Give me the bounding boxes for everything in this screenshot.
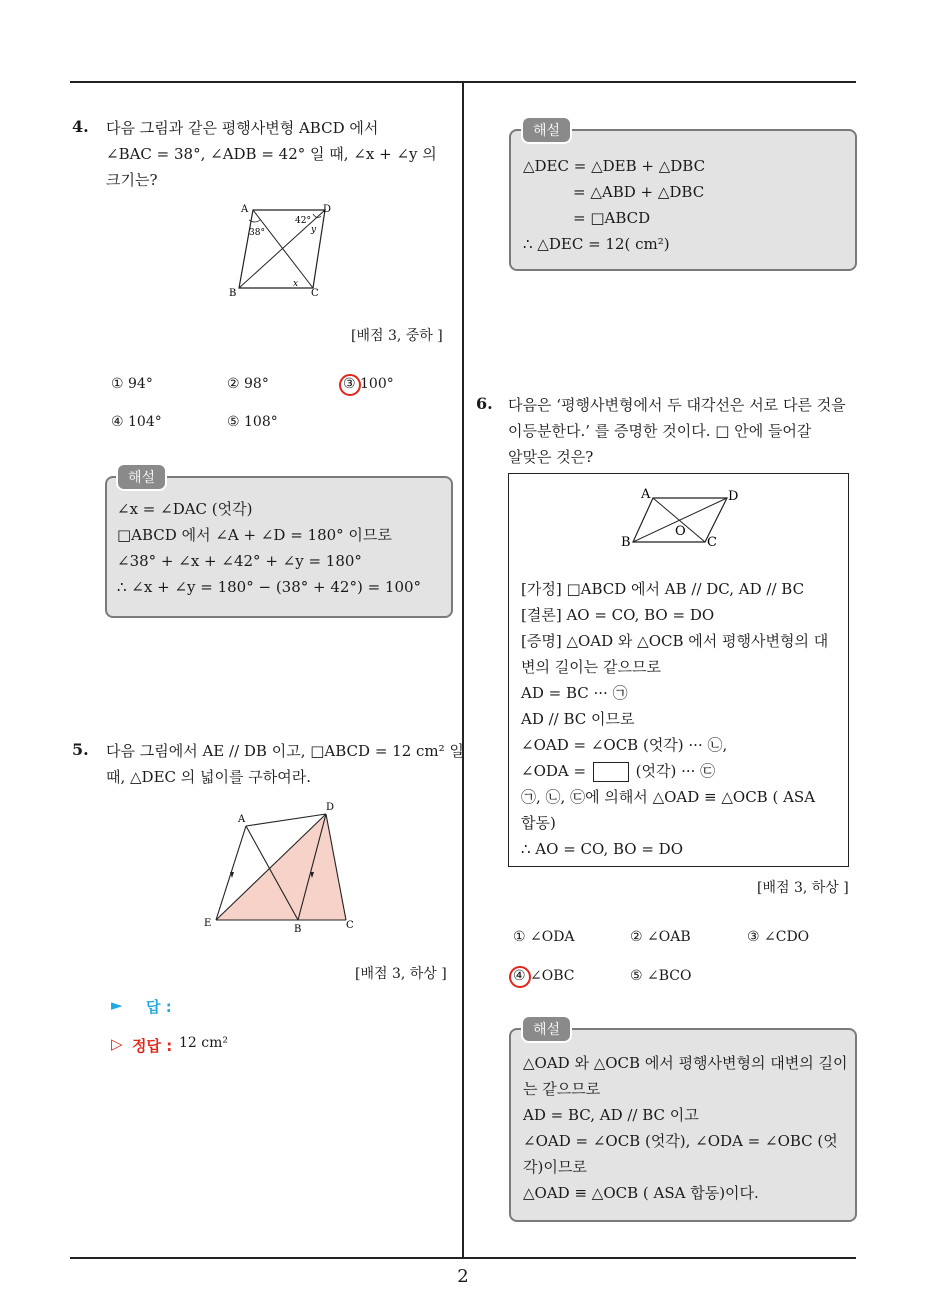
- q6-explanation-line: △OAD ≡ △OCB ( ASA 합동)이다.: [523, 1184, 759, 1202]
- q5-answer-label: 답 :: [146, 998, 172, 1016]
- q6-text-line: 다음은 ‘평행사변형에서 두 대각선은 서로 다른 것을: [508, 396, 846, 414]
- q5-explanation-text: [523, 153, 705, 257]
- q5-correct-value: 12 cm²: [179, 1035, 228, 1051]
- q4-label-d: D: [323, 204, 332, 215]
- q5-triangle-dec-fill: [216, 814, 346, 920]
- q5-label-e: E: [204, 918, 212, 929]
- q4-number: 4.: [72, 117, 89, 136]
- q6-proof-line: [증명] △OAD 와 △OCB 에서 평행사변형의 대: [521, 632, 829, 650]
- q5-text: [106, 738, 464, 790]
- q4-text-line: 다음 그림과 같은 평행사변형 ABCD 에서: [106, 119, 379, 137]
- q6-choice-3[interactable]: ③ ∠CDO: [747, 929, 810, 945]
- q5-label-c: C: [346, 920, 354, 931]
- q6-explanation-tag: 해설: [521, 1015, 572, 1043]
- q6-proof-line: 변의 길이는 같으므로: [521, 658, 661, 676]
- q4-choice-5[interactable]: ⑤ 108°: [227, 414, 278, 430]
- q6-proof-line: ∠OAD = ∠OCB (엇각) ··· ㉡,: [521, 736, 728, 754]
- q4-angle-x: x: [293, 279, 299, 289]
- q6-explanation-box: [509, 1028, 857, 1222]
- q6-score: [배점 3, 하상 ]: [757, 880, 849, 896]
- q4-choice-3[interactable]: ③ 100°: [343, 376, 394, 392]
- q5-explanation-tag: 해설: [521, 116, 572, 144]
- q6-proof-box: [508, 473, 849, 867]
- q5-triangle-figure: [200, 800, 360, 935]
- q4-text: [106, 115, 437, 193]
- q4-label-b: B: [229, 288, 237, 299]
- q4-text-line: ∠BAC = 38°, ∠ADB = 42° 일 때, ∠x + ∠y 의: [106, 145, 437, 163]
- q5-label-d: D: [326, 802, 335, 813]
- page-number: 2: [457, 1266, 469, 1287]
- q6-blank-box: [593, 762, 629, 782]
- q4-angle-38: 38°: [249, 228, 265, 238]
- q6-proof-conclusion: [결론] AO = CO, BO = DO: [521, 606, 715, 624]
- q6-proof-given: [가정] □ABCD 에서 AB // DC, AD // BC: [521, 580, 805, 598]
- q4-angle-y: y: [311, 225, 317, 235]
- q4-text-line: 크기는?: [106, 171, 158, 189]
- q5-text-line: 때, △DEC 의 넓이를 구하여라.: [106, 768, 312, 786]
- q6-proof-line: ∴ AO = CO, BO = DO: [521, 840, 684, 858]
- q6-proof-line6-post: (엇각) ··· ㉢: [635, 762, 716, 780]
- q6-proof-line: 합동): [521, 814, 556, 832]
- q4-explanation-line: ∴ ∠x + ∠y = 180° − (38° + 42°) = 100°: [117, 578, 422, 596]
- q6-proof-text: [521, 576, 828, 862]
- q6-choice-2[interactable]: ② ∠OAB: [630, 929, 691, 945]
- q4-explanation-line: ∠x = ∠DAC (엇각): [117, 500, 253, 518]
- q5-explanation-line: = □ABCD: [573, 209, 651, 227]
- column-divider: [462, 82, 464, 1258]
- q6-text: [508, 392, 846, 470]
- q4-explanation-line: ∠38° + ∠x + ∠42° + ∠y = 180°: [117, 552, 362, 570]
- q5-number: 5.: [72, 740, 89, 759]
- q5-label-a: A: [238, 814, 246, 825]
- q4-answer-mark-icon: [339, 374, 361, 396]
- q6-choice-4[interactable]: ④ ∠OBC: [513, 968, 575, 984]
- q6-number: 6.: [476, 394, 493, 413]
- q5-score: [배점 3, 하상 ]: [355, 966, 447, 982]
- q6-explanation-line: AD = BC, AD // BC 이고: [523, 1106, 699, 1124]
- q5-answer-arrow-icon: ►: [111, 996, 123, 1014]
- q5-explanation-line: △DEC = △DEB + △DBC: [523, 157, 706, 175]
- q4-parallelogram-figure: [225, 198, 345, 302]
- q4-choice-1[interactable]: ① 94°: [111, 376, 153, 392]
- q6-proof-line: AD = BC ··· ㉠: [521, 684, 628, 702]
- q4-label-c: C: [311, 288, 319, 299]
- q4-explanation-line: □ABCD 에서 ∠A + ∠D = 180° 이므로: [117, 526, 392, 544]
- q6-proof-line: AD // BC 이므로: [521, 710, 635, 728]
- q6-explanation-line: ∠OAD = ∠OCB (엇각), ∠ODA = ∠OBC (엇: [523, 1132, 838, 1150]
- q6-label-b: B: [621, 535, 631, 550]
- q6-answer-mark-icon: [509, 966, 531, 988]
- q5-explanation-box: [509, 129, 857, 271]
- bottom-rule: [70, 1257, 856, 1259]
- q6-explanation-line: △OAD 와 △OCB 에서 평행사변형의 대변의 길이: [523, 1054, 848, 1072]
- q6-label-d: D: [728, 489, 739, 504]
- q4-explanation-tag: 해설: [116, 463, 167, 491]
- q6-text-line: 이등분한다.’ 를 증명한 것이다. □ 안에 들어갈: [508, 422, 812, 440]
- q4-angle-42: 42°: [295, 216, 311, 226]
- q6-parallelogram-figure: [619, 484, 749, 554]
- q5-explanation-line: = △ABD + △DBC: [573, 183, 705, 201]
- q5-text-line: 다음 그림에서 AE // DB 이고, □ABCD = 12 cm² 일: [106, 742, 464, 760]
- q6-explanation-line: 각)이므로: [523, 1158, 587, 1176]
- q4-choice-4[interactable]: ④ 104°: [111, 414, 162, 430]
- q6-choice-1[interactable]: ① ∠ODA: [513, 929, 575, 945]
- q5-correct-label: 정답 :: [132, 1037, 173, 1055]
- q4-label-a: A: [241, 204, 249, 215]
- q6-explanation-line: 는 같으므로: [523, 1080, 601, 1098]
- q6-explanation-text: [523, 1050, 848, 1206]
- q6-label-c: C: [707, 535, 717, 550]
- q5-segment-ad: [246, 814, 326, 826]
- q6-choice-5[interactable]: ⑤ ∠BCO: [630, 968, 692, 984]
- q6-label-a: A: [641, 487, 651, 502]
- q6-text-line: 알맞은 것은?: [508, 448, 594, 466]
- q5-correct-arrow-icon: ▷: [111, 1035, 123, 1053]
- q4-score: [배점 3, 중하 ]: [351, 328, 443, 344]
- q5-label-b: B: [294, 924, 302, 935]
- q5-explanation-line: ∴ △DEC = 12( cm²): [523, 235, 670, 253]
- q6-label-o: O: [675, 524, 686, 539]
- q6-proof-line-blank: [521, 758, 828, 784]
- q4-explanation-box: [105, 476, 453, 618]
- q4-explanation-text: [117, 496, 421, 600]
- q6-proof-line6-pre: ∠ODA =: [521, 762, 587, 780]
- q4-choice-2[interactable]: ② 98°: [227, 376, 269, 392]
- q6-proof-line: ㉠, ㉡, ㉢에 의해서 △OAD ≡ △OCB ( ASA: [521, 788, 816, 806]
